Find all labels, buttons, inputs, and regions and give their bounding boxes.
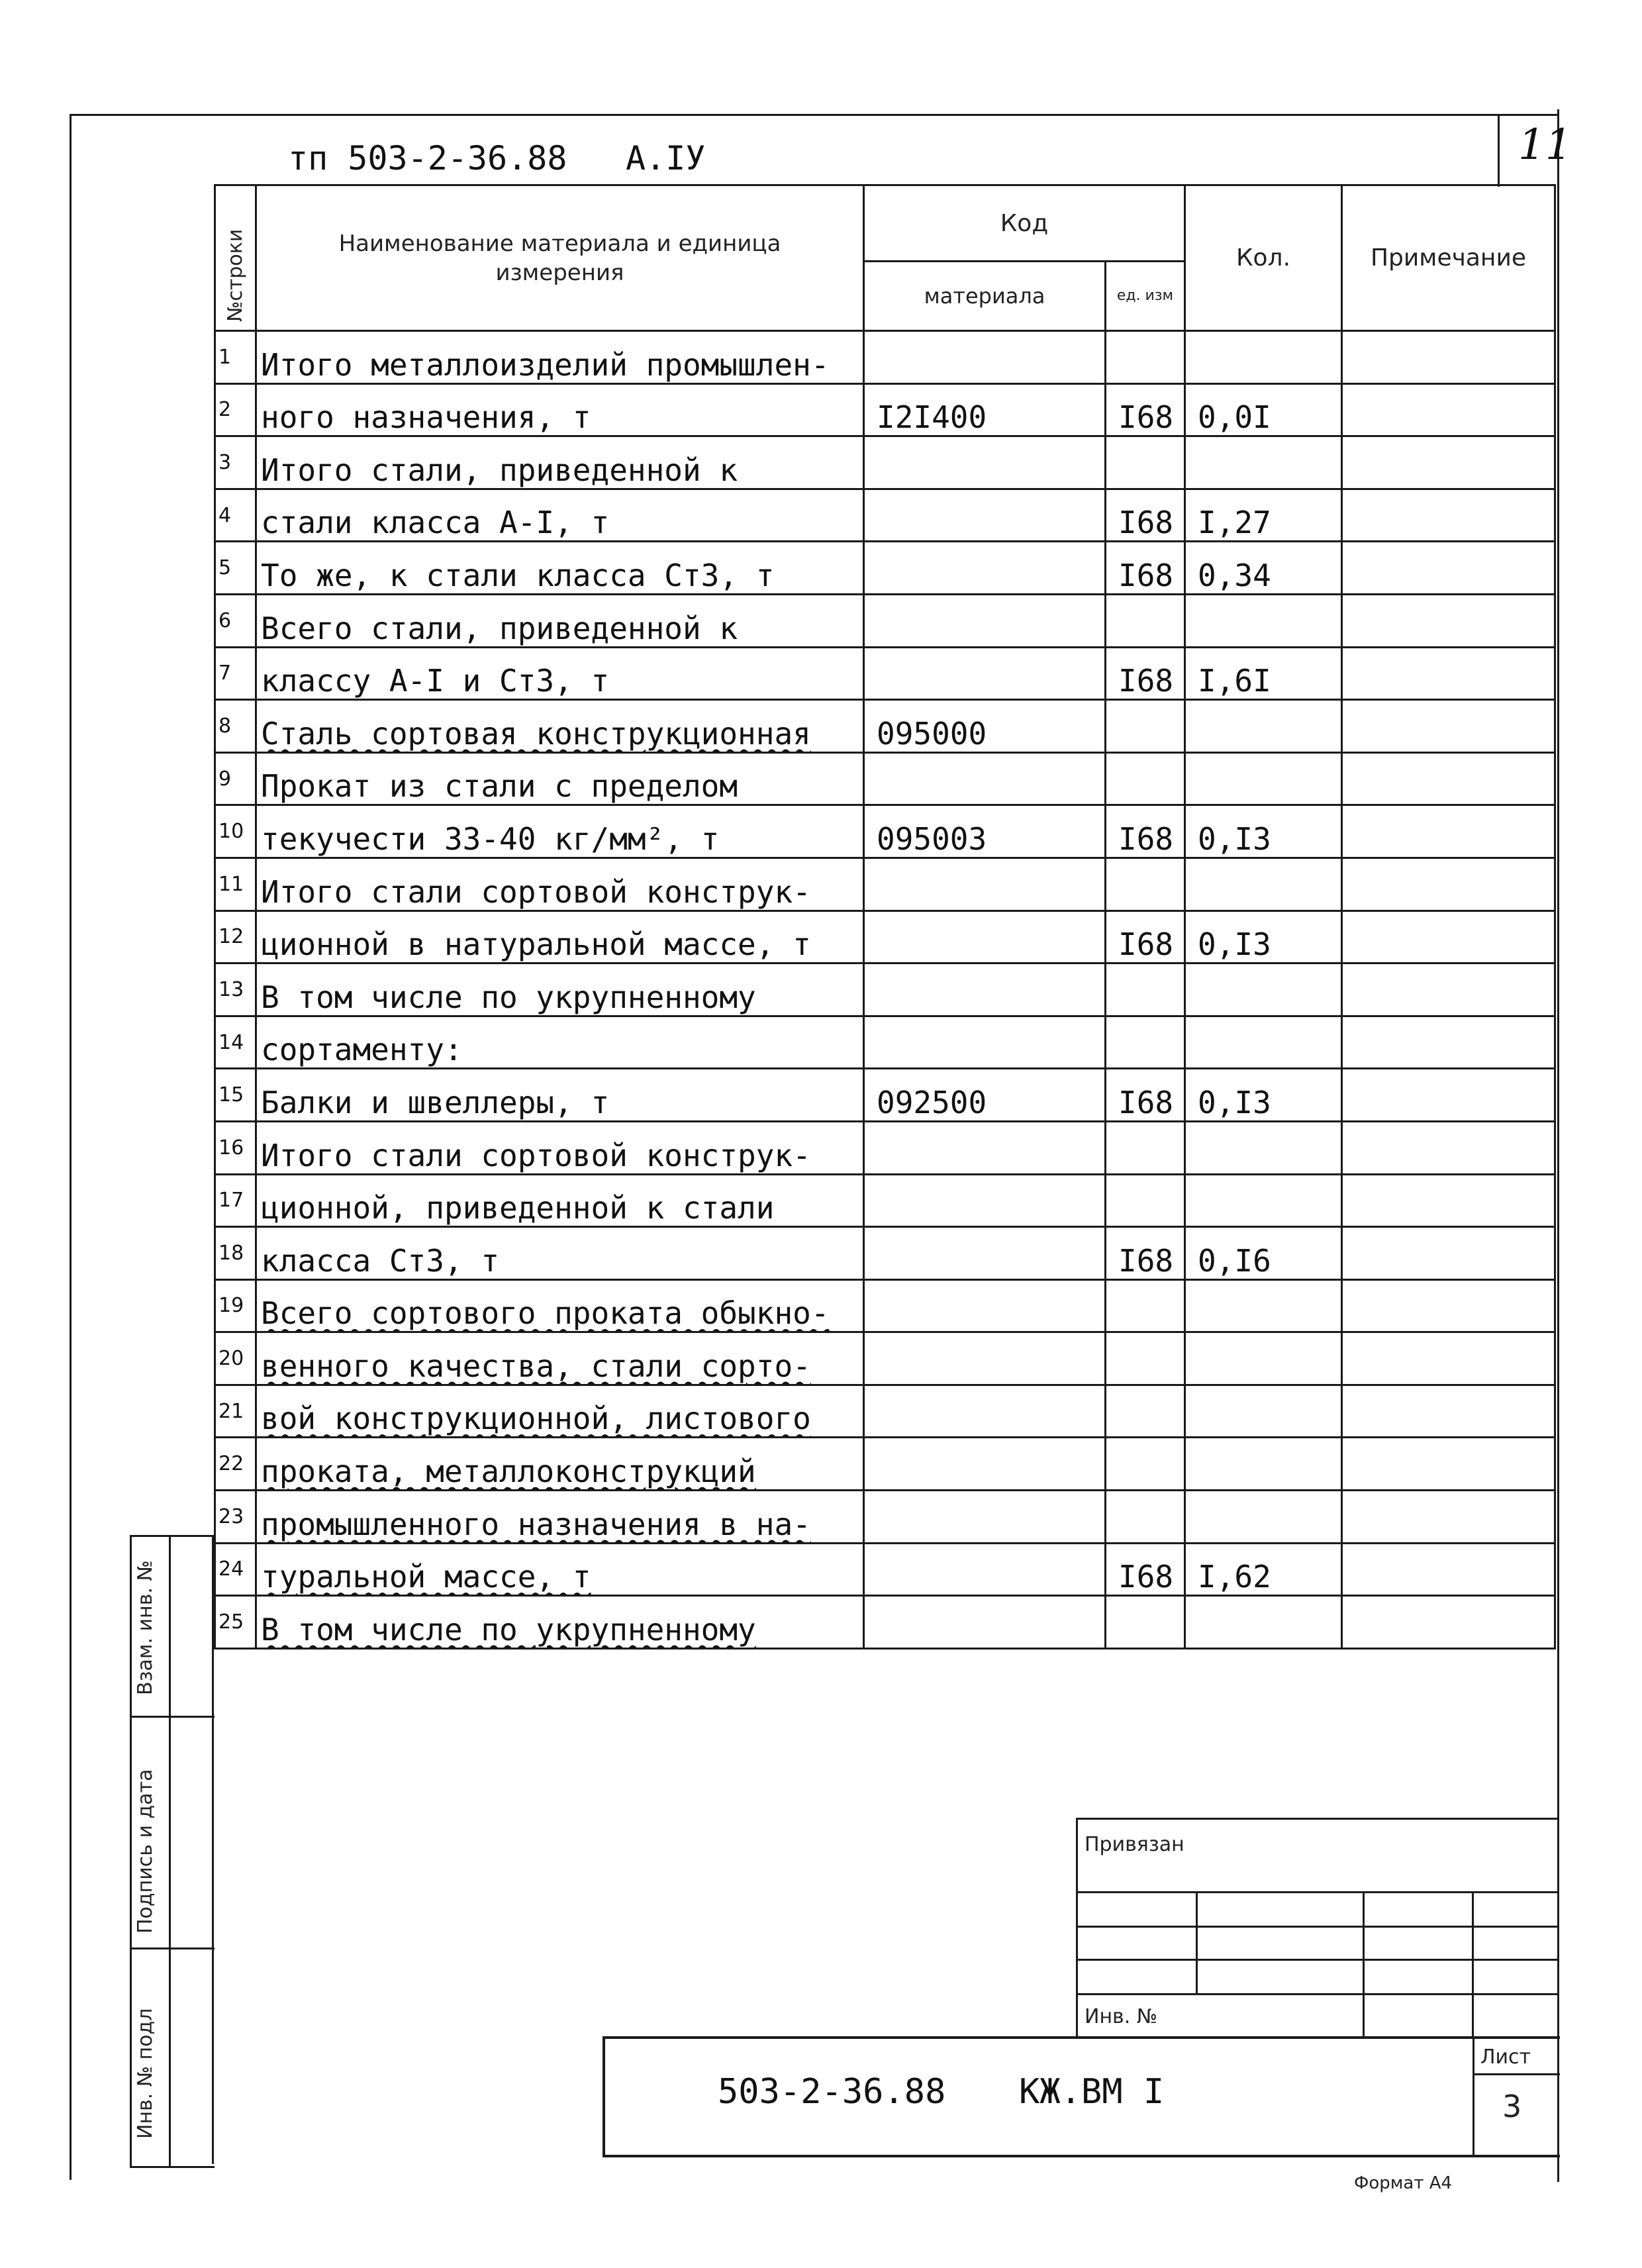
- col-header-unit: ед. изм: [1106, 262, 1185, 331]
- unit-code: [1106, 1385, 1185, 1438]
- unit-code: [1106, 963, 1185, 1016]
- quantity: I,6I: [1185, 647, 1342, 700]
- table-row: [215, 383, 1555, 436]
- row-number: 18: [215, 1227, 256, 1280]
- unit-code: I68: [1106, 383, 1185, 436]
- material-code: [864, 911, 1106, 963]
- row-number: 3: [215, 436, 256, 489]
- side-label-vzam: Взам. инв. №: [134, 1560, 157, 1695]
- material-code: [864, 1332, 1106, 1385]
- material-name: текучести 33-40 кг/мм², т: [256, 805, 864, 858]
- material-code: [864, 1491, 1106, 1544]
- row-number: 6: [215, 594, 256, 647]
- quantity: 0,I3: [1185, 805, 1342, 858]
- unit-code: [1106, 1174, 1185, 1227]
- quantity: [1185, 1596, 1342, 1649]
- stamp-designation: 503-2-36.88: [718, 2072, 946, 2112]
- header-album: А.IУ: [626, 139, 706, 177]
- row-number: 7: [215, 647, 256, 700]
- row-number: 9: [215, 752, 256, 805]
- quantity: 0,I6: [1185, 1227, 1342, 1280]
- material-name: класса Ст3, т: [256, 1227, 864, 1280]
- row-number: 10: [215, 805, 256, 858]
- material-name: Всего сортового проката обыкно-: [256, 1279, 864, 1332]
- col-header-note: Примечание: [1342, 185, 1555, 331]
- table-row: [215, 331, 1555, 384]
- unit-code: I68: [1106, 805, 1185, 858]
- quantity: [1185, 1332, 1342, 1385]
- stamp-list-no: 3: [1502, 2089, 1522, 2124]
- note-cell: [1342, 594, 1555, 647]
- material-name: проката, металлоконструкций: [256, 1438, 864, 1491]
- material-code: [864, 963, 1106, 1016]
- note-cell: [1342, 489, 1555, 542]
- quantity: [1185, 963, 1342, 1016]
- stamp-list-label: Лист: [1480, 2046, 1531, 2069]
- material-name: Итого металлоизделий промышлен-: [256, 331, 864, 384]
- note-cell: [1342, 963, 1555, 1016]
- quantity: 0,I3: [1185, 911, 1342, 963]
- material-name: В том числе по укрупненному: [256, 963, 864, 1016]
- unit-code: [1106, 1332, 1185, 1385]
- table-row: [215, 1332, 1555, 1385]
- material-name: ционной в натуральной массе, т: [256, 911, 864, 963]
- unit-code: [1106, 1491, 1185, 1544]
- row-number: 19: [215, 1279, 256, 1332]
- unit-code: [1106, 1596, 1185, 1649]
- quantity: [1185, 1016, 1342, 1069]
- unit-code: [1106, 1438, 1185, 1491]
- table-row: [215, 1543, 1555, 1596]
- material-name: Всего стали, приведенной к: [256, 594, 864, 647]
- material-code: [864, 1227, 1106, 1280]
- material-name: Сталь сортовая конструкционная: [256, 700, 864, 753]
- note-cell: [1342, 1596, 1555, 1649]
- unit-code: I68: [1106, 1543, 1185, 1596]
- row-number: 16: [215, 1121, 256, 1174]
- row-number: 4: [215, 489, 256, 542]
- note-cell: [1342, 752, 1555, 805]
- unit-code: I68: [1106, 1227, 1185, 1280]
- side-inner-line: [212, 1535, 214, 2164]
- material-name: Итого стали, приведенной к: [256, 436, 864, 489]
- table-row: [215, 1121, 1555, 1174]
- material-code: [864, 647, 1106, 700]
- material-code: [864, 1016, 1106, 1069]
- table-row: [215, 1596, 1555, 1649]
- material-code: I2I400: [864, 383, 1106, 436]
- unit-code: [1106, 1016, 1185, 1069]
- note-cell: [1342, 1438, 1555, 1491]
- table-row: [215, 858, 1555, 911]
- quantity: [1185, 700, 1342, 753]
- material-code: [864, 1438, 1106, 1491]
- table-row: [215, 436, 1555, 489]
- table-row: [215, 1227, 1555, 1280]
- material-code: 095000: [864, 700, 1106, 753]
- note-cell: [1342, 1332, 1555, 1385]
- col-header-row-no: №строки: [215, 185, 256, 331]
- sheet-number-handwritten: [1498, 114, 1572, 187]
- material-code: [864, 594, 1106, 647]
- material-name: Прокат из стали с пределом: [256, 752, 864, 805]
- unit-code: [1106, 700, 1185, 753]
- material-name: Балки и швеллеры, т: [256, 1069, 864, 1122]
- table-row: [215, 1016, 1555, 1069]
- note-cell: [1342, 1069, 1555, 1122]
- quantity: [1185, 752, 1342, 805]
- table-row: [215, 963, 1555, 1016]
- table-row: [215, 542, 1555, 595]
- row-number: 17: [215, 1174, 256, 1227]
- unit-code: [1106, 594, 1185, 647]
- unit-code: [1106, 858, 1185, 911]
- note-cell: [1342, 331, 1555, 384]
- material-code: [864, 1121, 1106, 1174]
- material-name: стали класса А-I, т: [256, 489, 864, 542]
- quantity: [1185, 594, 1342, 647]
- material-code: [864, 858, 1106, 911]
- quantity: 0,34: [1185, 542, 1342, 595]
- note-cell: [1342, 647, 1555, 700]
- col-header-material: материала: [864, 262, 1106, 331]
- note-cell: [1342, 383, 1555, 436]
- table-row: [215, 489, 1555, 542]
- note-cell: [1342, 1279, 1555, 1332]
- note-cell: [1342, 542, 1555, 595]
- note-cell: [1342, 1491, 1555, 1544]
- quantity: [1185, 1438, 1342, 1491]
- row-number: 12: [215, 911, 256, 963]
- table-row: [215, 805, 1555, 858]
- row-number: 15: [215, 1069, 256, 1122]
- material-name: вой конструкционной, листового: [256, 1385, 864, 1438]
- stamp-main-block: [603, 2036, 1560, 2157]
- material-name: То же, к стали класса Ст3, т: [256, 542, 864, 595]
- row-number: 21: [215, 1385, 256, 1438]
- material-code: [864, 752, 1106, 805]
- note-cell: [1342, 700, 1555, 753]
- col-header-name: Наименование материала и единица измерения: [256, 185, 864, 331]
- note-cell: [1342, 1543, 1555, 1596]
- material-name: ного назначения, т: [256, 383, 864, 436]
- material-code: [864, 1596, 1106, 1649]
- quantity: [1185, 858, 1342, 911]
- table-row: [215, 1491, 1555, 1544]
- table-row: [215, 752, 1555, 805]
- quantity: [1185, 436, 1342, 489]
- side-label-podpis: Подпись и дата: [134, 1769, 157, 1934]
- row-number: 23: [215, 1491, 256, 1544]
- row-number: 24: [215, 1543, 256, 1596]
- material-code: [864, 436, 1106, 489]
- unit-code: [1106, 1121, 1185, 1174]
- stamp-privyazan-block: [1076, 1818, 1559, 2038]
- quantity: [1185, 331, 1342, 384]
- material-code: 095003: [864, 805, 1106, 858]
- frame-top-line: [70, 114, 1559, 116]
- col-header-code: Код: [864, 185, 1185, 262]
- quantity: I,62: [1185, 1543, 1342, 1596]
- quantity: 0,0I: [1185, 383, 1342, 436]
- row-number: 5: [215, 542, 256, 595]
- material-name: Итого стали сортовой конструк-: [256, 1121, 864, 1174]
- material-code: [864, 489, 1106, 542]
- unit-code: I68: [1106, 542, 1185, 595]
- unit-code: [1106, 331, 1185, 384]
- material-name: туральной массе, т: [256, 1543, 864, 1596]
- material-name: классу А-I и Ст3, т: [256, 647, 864, 700]
- row-number: 20: [215, 1332, 256, 1385]
- note-cell: [1342, 911, 1555, 963]
- unit-code: I68: [1106, 647, 1185, 700]
- table-row: [215, 1385, 1555, 1438]
- table-row: [215, 1279, 1555, 1332]
- table-row: [215, 911, 1555, 963]
- unit-code: [1106, 436, 1185, 489]
- unit-code: [1106, 752, 1185, 805]
- material-code: 092500: [864, 1069, 1106, 1122]
- quantity: [1185, 1279, 1342, 1332]
- note-cell: [1342, 1121, 1555, 1174]
- materials-table: [214, 184, 1556, 1650]
- unit-code: I68: [1106, 489, 1185, 542]
- frame-left-line: [70, 114, 72, 2180]
- col-header-qty: Кол.: [1185, 185, 1342, 331]
- stamp-inv-no: Инв. №: [1085, 2005, 1158, 2028]
- material-name: сортаменту:: [256, 1016, 864, 1069]
- header-code: тп 503-2-36.88: [288, 139, 567, 177]
- quantity: 0,I3: [1185, 1069, 1342, 1122]
- row-number: 11: [215, 858, 256, 911]
- unit-code: I68: [1106, 911, 1185, 963]
- note-cell: [1342, 805, 1555, 858]
- table-row: [215, 647, 1555, 700]
- table-row: [215, 1069, 1555, 1122]
- material-code: [864, 542, 1106, 595]
- quantity: [1185, 1174, 1342, 1227]
- stamp-privyazan: Привязан: [1085, 1833, 1184, 1856]
- material-name: ционной, приведенной к стали: [256, 1174, 864, 1227]
- row-number: 25: [215, 1596, 256, 1649]
- material-code: [864, 331, 1106, 384]
- quantity: [1185, 1121, 1342, 1174]
- quantity: [1185, 1385, 1342, 1438]
- material-code: [864, 1279, 1106, 1332]
- stamp-mark: КЖ.ВМ I: [1019, 2072, 1165, 2112]
- quantity: I,27: [1185, 489, 1342, 542]
- note-cell: [1342, 1385, 1555, 1438]
- unit-code: I68: [1106, 1069, 1185, 1122]
- side-label-inv-podl: Инв. № подл: [134, 2008, 157, 2139]
- row-number: 1: [215, 331, 256, 384]
- table-row: [215, 700, 1555, 753]
- material-code: [864, 1174, 1106, 1227]
- material-name: Итого стали сортовой конструк-: [256, 858, 864, 911]
- unit-code: [1106, 1279, 1185, 1332]
- note-cell: [1342, 1227, 1555, 1280]
- material-name: В том числе по укрупненному: [256, 1596, 864, 1649]
- row-number: 8: [215, 700, 256, 753]
- table-row: [215, 1438, 1555, 1491]
- material-code: [864, 1543, 1106, 1596]
- note-cell: [1342, 858, 1555, 911]
- note-cell: [1342, 1016, 1555, 1069]
- row-number: 13: [215, 963, 256, 1016]
- row-number: 22: [215, 1438, 256, 1491]
- sheet-number-text: 11: [1518, 121, 1572, 170]
- table-row: [215, 1174, 1555, 1227]
- note-cell: [1342, 1174, 1555, 1227]
- material-name: промышленного назначения в на-: [256, 1491, 864, 1544]
- quantity: [1185, 1491, 1342, 1544]
- row-number: 14: [215, 1016, 256, 1069]
- material-code: [864, 1385, 1106, 1438]
- material-name: венного качества, стали сорто-: [256, 1332, 864, 1385]
- format-label: Формат А4: [1354, 2173, 1453, 2193]
- note-cell: [1342, 436, 1555, 489]
- table-row: [215, 594, 1555, 647]
- row-number: 2: [215, 383, 256, 436]
